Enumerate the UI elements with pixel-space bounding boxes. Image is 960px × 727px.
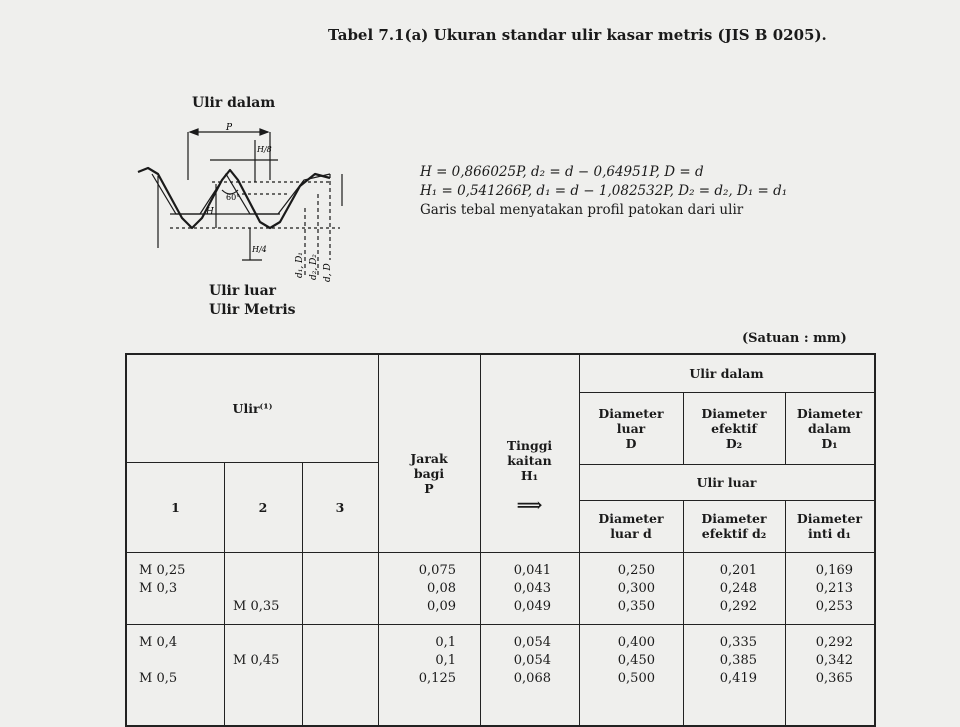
header-ulir: Ulir⁽¹⁾ — [232, 401, 273, 416]
header-col-1: 1 — [171, 499, 180, 515]
formula-line-1: H = 0,866025P, d₂ = d − 0,64951P, D = d — [420, 164, 704, 180]
thread-profile-diagram — [130, 110, 370, 285]
header-ulir-dalam: Ulir dalam — [689, 366, 764, 381]
dim-h4-label: H/4 — [252, 245, 267, 254]
unit-note: (Satuan : mm) — [742, 331, 847, 346]
g1-col1: M 0,25 M 0,3 — [139, 563, 186, 596]
g1-d1: 0,169 0,213 0,253 — [815, 563, 853, 614]
g2-jarak: 0,1 0,1 0,125 — [418, 635, 456, 686]
g2-d1: 0,292 0,342 0,365 — [815, 635, 853, 686]
g1-jarak: 0,075 0,08 0,09 — [418, 563, 456, 614]
g1-col2: M 0,35 — [233, 599, 280, 614]
g2-col1: M 0,4 M 0,5 — [139, 635, 178, 686]
label-ulir-metris: Ulir Metris — [209, 302, 296, 318]
header-arrow-icon: ⟹ — [516, 494, 543, 516]
header-col-2: 2 — [258, 499, 268, 515]
dim-h8-label: H/8 — [257, 145, 272, 154]
angle-60-label: 60° — [226, 193, 241, 202]
header-diameter-luar-D: Diameter luar D — [598, 405, 664, 451]
dim-d-label: d, D — [323, 263, 333, 282]
g2-d: 0,400 0,450 0,500 — [617, 635, 655, 686]
header-diameter-luar-d: Diameter luar d — [598, 511, 664, 541]
dim-d2-label: d₂, D₂ — [309, 254, 319, 280]
g2-tinggi: 0,054 0,054 0,068 — [513, 635, 551, 686]
header-diameter-efektif-D2: Diameter efektif D₂ — [701, 405, 767, 451]
formula-note: Garis tebal menyatakan profil patokan dari ulir — [420, 202, 744, 218]
dim-p-label: P — [226, 123, 233, 133]
header-jarak-bagi: Jarak bagi P — [410, 451, 448, 496]
label-ulir-dalam: Ulir dalam — [192, 95, 276, 111]
g2-d2: 0,335 0,385 0,419 — [719, 635, 757, 686]
header-diameter-efektif-d2: Diameter efektif d₂ — [701, 511, 767, 541]
header-tinggi-kaitan: Tinggi kaitan H₁ — [506, 437, 553, 483]
g1-d2: 0,201 0,248 0,292 — [719, 563, 757, 614]
dim-d1-label: d₁, D₁ — [295, 252, 305, 278]
label-ulir-luar: Ulir luar — [209, 283, 277, 299]
dim-h-label: H — [206, 207, 214, 217]
header-ulir-luar: Ulir luar — [696, 474, 757, 490]
g1-tinggi: 0,041 0,043 0,049 — [513, 563, 551, 614]
thread-size-table — [125, 353, 876, 727]
header-diameter-inti-d1: Diameter inti d₁ — [796, 511, 863, 541]
formula-line-2: H₁ = 0,541266P, d₁ = d − 1,082532P, D₂ = d₂, D₁ = d₁ — [420, 183, 788, 199]
header-col-3: 3 — [335, 499, 345, 515]
g2-col2: M 0,45 — [233, 653, 280, 668]
formula-block — [420, 163, 787, 220]
table-title: Tabel 7.1(a) Ukuran standar ulir kasar metris (JIS B 0205). — [328, 26, 827, 44]
header-diameter-dalam-D1: Diameter dalam D₁ — [796, 405, 863, 451]
g1-d: 0,250 0,300 0,350 — [617, 563, 655, 614]
